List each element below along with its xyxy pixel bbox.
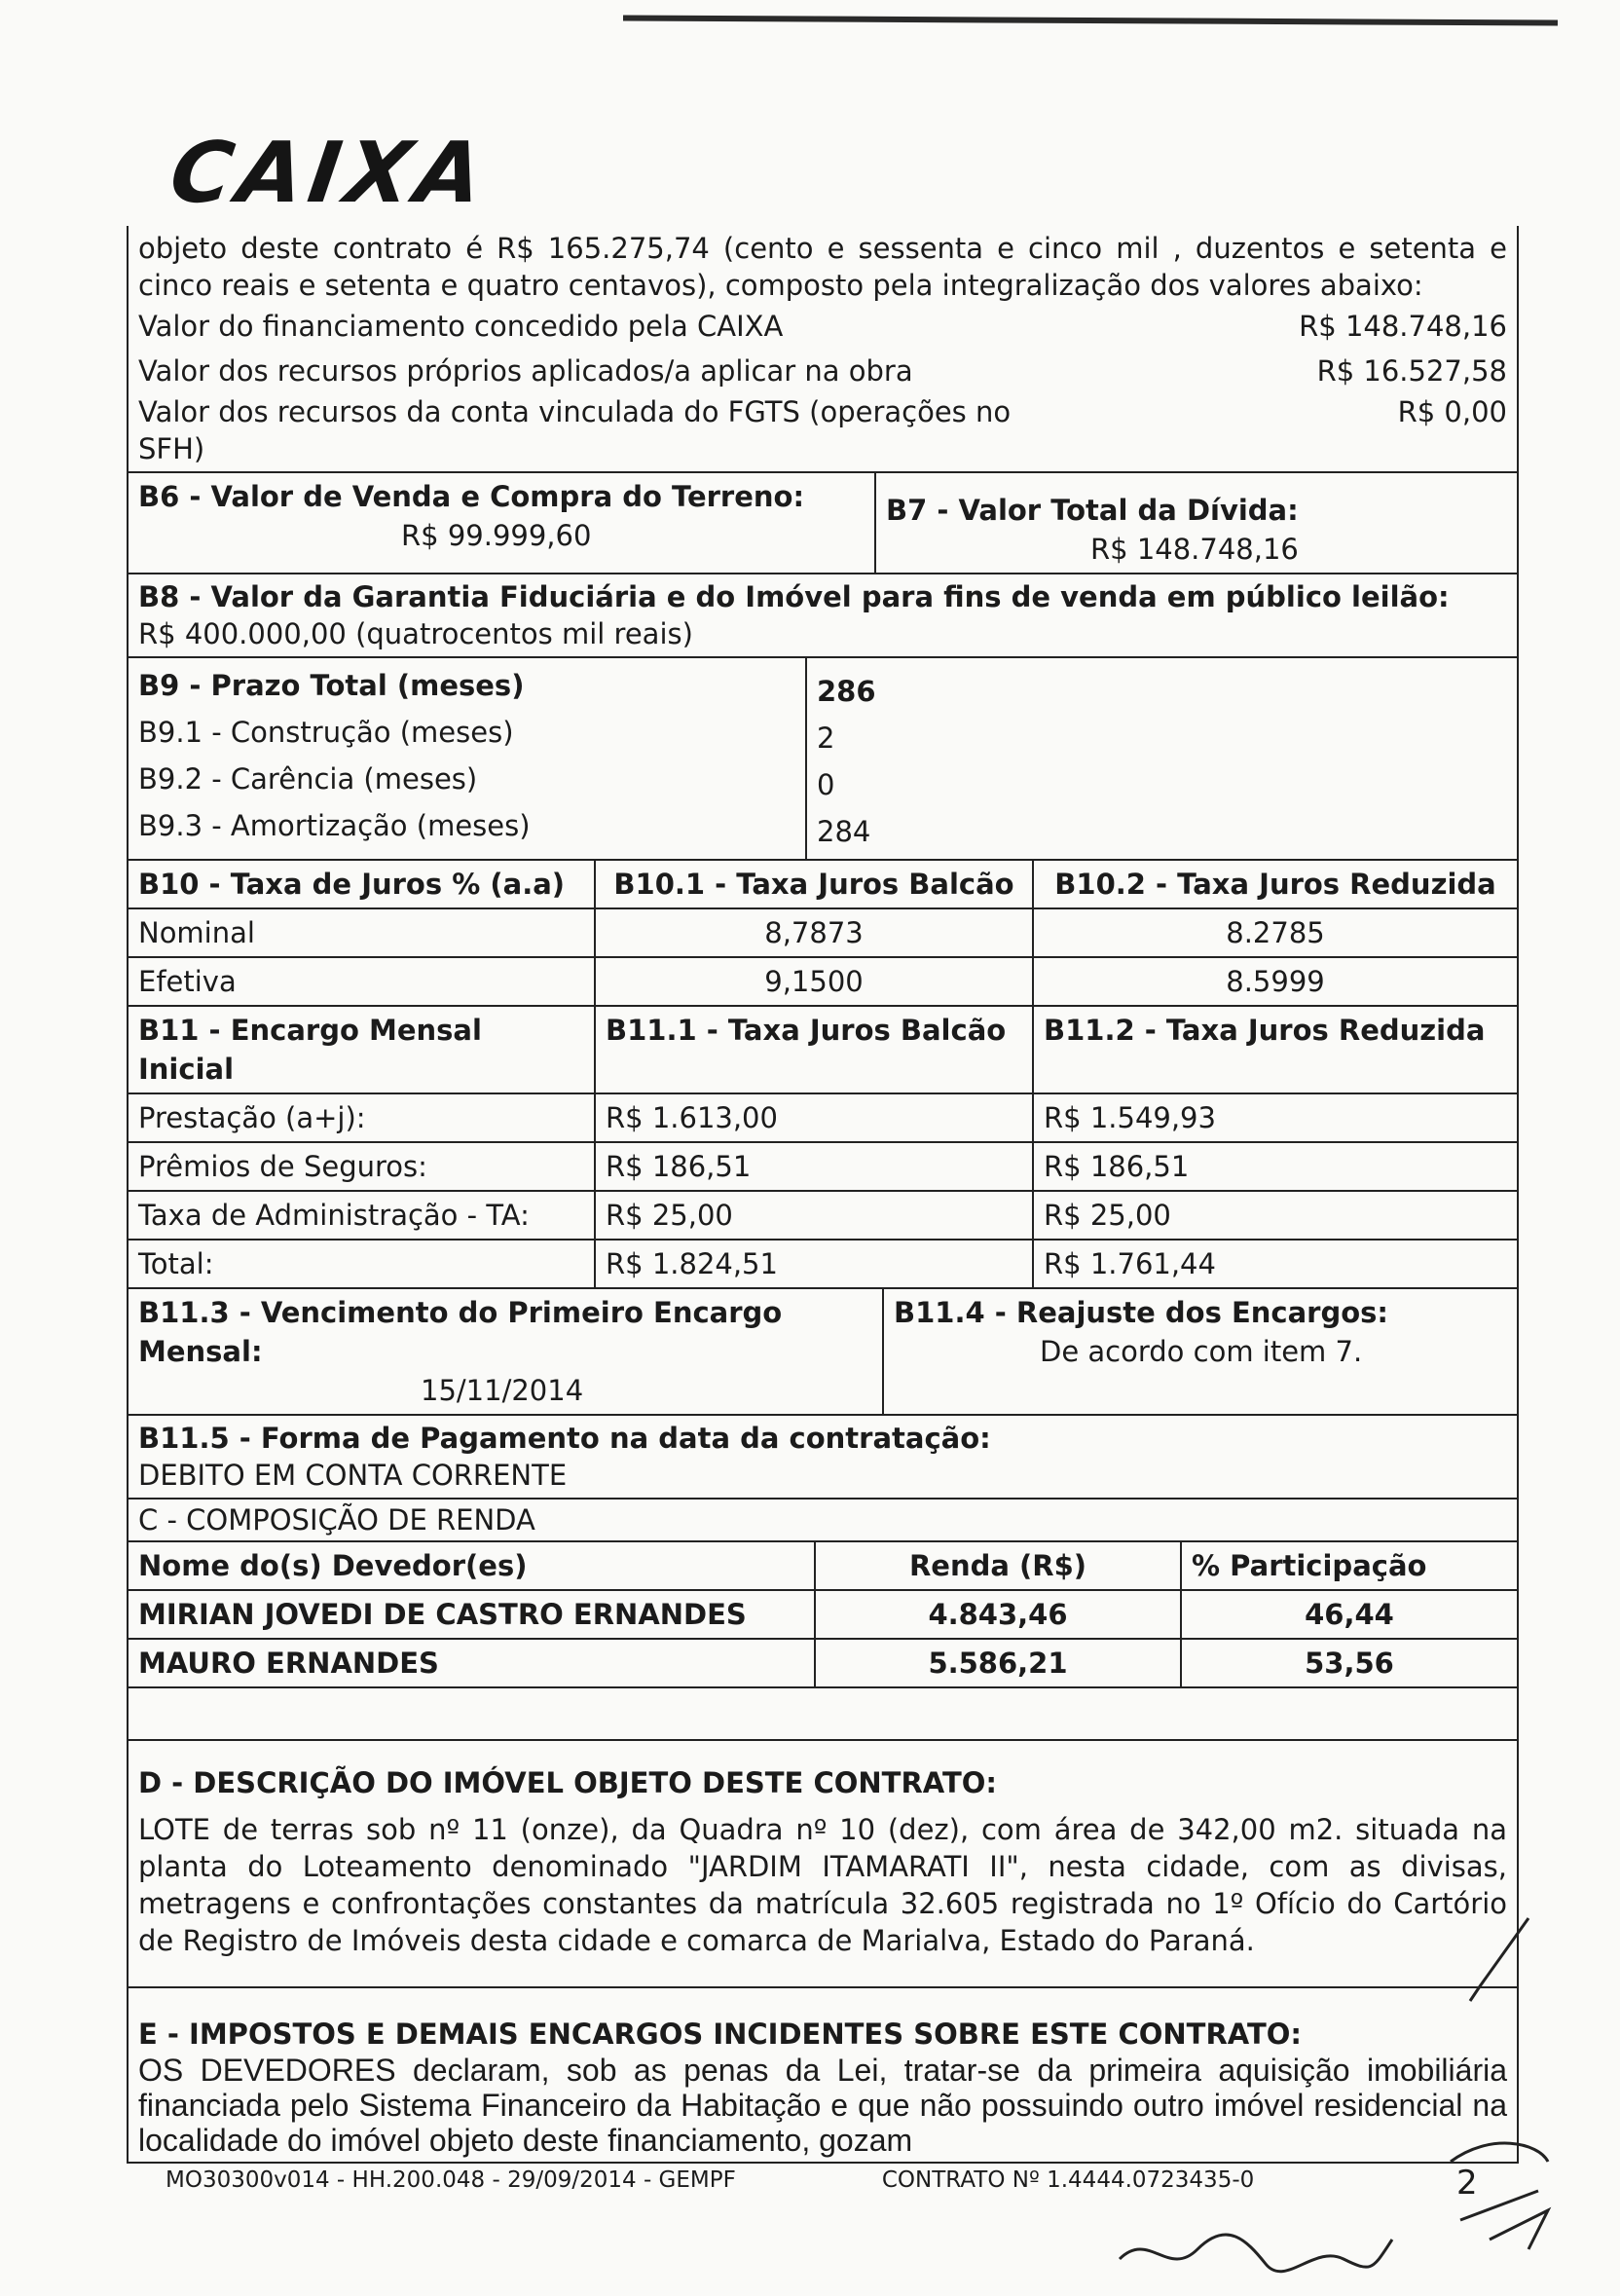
intro-line-label: Valor do financiamento concedido pela CAIXA xyxy=(138,310,784,343)
income-cell: 46,44 xyxy=(1182,1589,1517,1638)
empty-row xyxy=(129,1688,1517,1741)
b9-table xyxy=(129,658,1517,861)
income-header: Nome do(s) Devedor(es) xyxy=(129,1542,816,1589)
b113-b114-row xyxy=(129,1289,1517,1416)
b6-value: R$ 99.999,60 xyxy=(401,519,592,552)
b7-cell xyxy=(876,473,1517,573)
b115-section xyxy=(129,1416,1517,1500)
e-title: E - IMPOSTOS E DEMAIS ENCARGOS INCIDENTES SOBRE ESTE CONTRATO: xyxy=(138,2018,1303,2051)
b10-header: B10 - Taxa de Juros % (a.a) xyxy=(129,861,596,907)
intro-text: objeto deste contrato é R$ 165.275,74 (cento e sessenta e cinco mil , duzentos e setenta e cinco reais e setenta e quatro centavos), composto pela integralização dos valores abaixo: xyxy=(138,232,1507,302)
caixa-logo: CAIXA xyxy=(164,125,495,222)
income-cell: 53,56 xyxy=(1182,1638,1517,1686)
d-section xyxy=(129,1741,1517,1988)
b9-value: 2 xyxy=(817,722,835,755)
d-title: D - DESCRIÇÃO DO IMÓVEL OBJETO DESTE CONTRATO: xyxy=(138,1766,998,1799)
b113-label: B11.3 - Vencimento do Primeiro Encargo Mensal: xyxy=(138,1296,783,1368)
b9-label: B9 - Prazo Total (meses) xyxy=(138,669,525,702)
footer-form-code: MO30300v014 - HH.200.048 - 29/09/2014 - GEMPF xyxy=(166,2167,736,2193)
b10-cell: Nominal xyxy=(129,907,596,956)
b10-header: B10.1 - Taxa Juros Balcão xyxy=(596,861,1034,907)
income-header: Renda (R$) xyxy=(816,1542,1182,1589)
b10-cell: Efetiva xyxy=(129,956,596,1005)
b10-table xyxy=(129,861,1517,1007)
b8-value: R$ 400.000,00 (quatrocentos mil reais) xyxy=(138,617,693,650)
page-corner-mark xyxy=(623,15,1558,25)
contract-page xyxy=(127,226,1519,2164)
income-cell: MIRIAN JOVEDI DE CASTRO ERNANDES xyxy=(129,1589,816,1638)
page-number: 2 xyxy=(1456,2164,1478,2203)
c-title-row xyxy=(129,1500,1517,1542)
margin-mark-icon xyxy=(1460,1908,1538,2006)
b11-header: B11.1 - Taxa Juros Balcão xyxy=(596,1007,1034,1092)
b115-label: B11.5 - Forma de Pagamento na data da contratação: xyxy=(138,1422,991,1455)
b114-cell xyxy=(884,1289,1517,1414)
income-table xyxy=(129,1542,1517,1688)
intro-line-label: Valor dos recursos da conta vinculada do FGTS (operações no SFH) xyxy=(138,395,1012,465)
d-text: LOTE de terras sob nº 11 (onze), da Quadra nº 10 (dez), com área de 342,00 m2. situada na planta do Loteamento denominado "JARDIM ITAMARATI II", nesta cidade, com as divisas, metragens e confrontações constantes da matrícula 32.605 registrada no 1º Ofício do Cartório de Registro de Imóveis desta cidade e comarca de Marialva, Estado do Paraná. xyxy=(138,1813,1507,1957)
e-section xyxy=(129,1988,1517,2164)
b6-cell xyxy=(129,473,876,573)
b6-b7-row xyxy=(129,473,1517,574)
b7-value: R$ 148.748,16 xyxy=(1090,533,1299,566)
b11-cell: R$ 1.549,93 xyxy=(1034,1092,1517,1141)
b11-cell: R$ 1.761,44 xyxy=(1034,1239,1517,1287)
b9-values xyxy=(807,658,1517,859)
b114-value: De acordo com item 7. xyxy=(1040,1335,1363,1368)
b11-cell: R$ 1.824,51 xyxy=(596,1239,1034,1287)
intro-line-value: R$ 16.527,58 xyxy=(1316,354,1507,388)
b10-header: B10.2 - Taxa Juros Reduzida xyxy=(1054,868,1496,901)
b9-label: B9.3 - Amortização (meses) xyxy=(138,809,531,842)
b11-cell: R$ 25,00 xyxy=(1034,1190,1517,1239)
intro-line xyxy=(138,349,1507,393)
b9-value: 286 xyxy=(817,675,876,708)
b11-cell: Prêmios de Seguros: xyxy=(129,1141,596,1190)
b11-cell: R$ 186,51 xyxy=(596,1141,1034,1190)
b11-cell: Prestação (a+j): xyxy=(129,1092,596,1141)
b10-cell: 8.5999 xyxy=(1034,956,1517,1005)
b11-cell: R$ 186,51 xyxy=(1034,1141,1517,1190)
b11-cell: Total: xyxy=(129,1239,596,1287)
b11-cell: R$ 1.613,00 xyxy=(596,1092,1034,1141)
b9-label: B9.1 - Construção (meses) xyxy=(138,716,514,749)
b10-cell: 9,1500 xyxy=(596,956,1034,1005)
b6-label: B6 - Valor de Venda e Compra do Terreno: xyxy=(138,480,805,513)
intro-line-label: Valor dos recursos próprios aplicados/a aplicar na obra xyxy=(138,354,913,388)
b11-cell: Taxa de Administração - TA: xyxy=(129,1190,596,1239)
b115-value: DEBITO EM CONTA CORRENTE xyxy=(138,1459,568,1492)
b9-labels xyxy=(129,658,807,859)
b113-value: 15/11/2014 xyxy=(421,1374,584,1407)
income-cell: MAURO ERNANDES xyxy=(129,1638,816,1686)
intro-line xyxy=(138,393,1507,467)
b9-value: 0 xyxy=(817,768,835,801)
intro-line-value: R$ 0,00 xyxy=(1397,395,1507,428)
intro-line xyxy=(138,304,1507,349)
b9-value: 284 xyxy=(817,815,871,848)
intro-section xyxy=(129,226,1517,473)
b9-label: B9.2 - Carência (meses) xyxy=(138,762,478,796)
footer xyxy=(166,2167,1431,2193)
b7-label: B7 - Valor Total da Dívida: xyxy=(886,494,1299,527)
b11-header: B11.2 - Taxa Juros Reduzida xyxy=(1044,1014,1486,1047)
income-cell: 4.843,46 xyxy=(816,1589,1182,1638)
c-title: C - COMPOSIÇÃO DE RENDA xyxy=(138,1503,535,1537)
b8-label: B8 - Valor da Garantia Fiduciária e do Imóvel para fins de venda em público leilão: xyxy=(138,580,1450,613)
income-header: % Participação xyxy=(1192,1549,1427,1582)
b10-cell: 8.2785 xyxy=(1034,907,1517,956)
b113-cell xyxy=(129,1289,884,1414)
b10-cell: 8,7873 xyxy=(596,907,1034,956)
b11-header: B11 - Encargo Mensal Inicial xyxy=(129,1007,596,1092)
b114-label: B11.4 - Reajuste dos Encargos: xyxy=(894,1296,1389,1329)
b11-cell: R$ 25,00 xyxy=(596,1190,1034,1239)
intro-line-value: R$ 148.748,16 xyxy=(1299,310,1507,343)
b11-table xyxy=(129,1007,1517,1289)
b8-section xyxy=(129,574,1517,658)
footer-contract-number: CONTRATO Nº 1.4444.0723435-0 xyxy=(881,2167,1255,2193)
signature-icon xyxy=(1110,2210,1402,2288)
income-cell: 5.586,21 xyxy=(816,1638,1182,1686)
e-text: OS DEVEDORES declaram, sob as penas da Lei, tratar-se da primeira aquisição imobiliária financiada pelo Sistema Financeiro da Habitação e que não possuindo outro imóvel residencial na localidade do imóvel objeto deste financiamento, gozam xyxy=(138,2053,1507,2158)
initials-icon xyxy=(1431,2123,1577,2259)
